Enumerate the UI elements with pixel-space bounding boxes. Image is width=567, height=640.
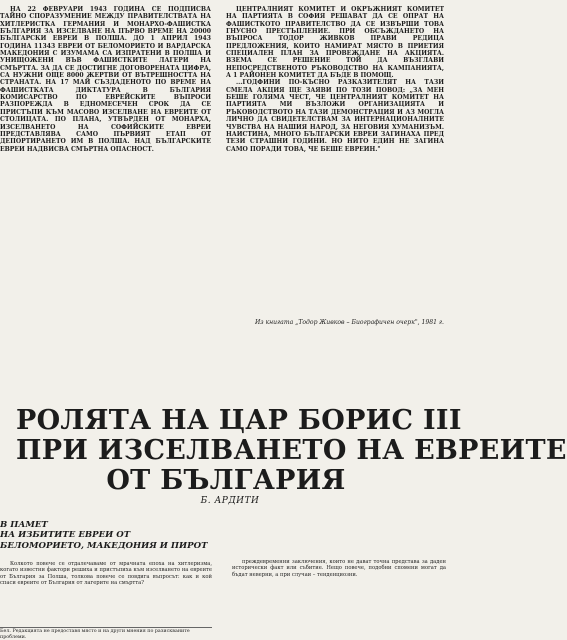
intro-column-left <box>0 6 211 153</box>
article-title <box>16 405 567 496</box>
intro-column-right <box>226 6 444 153</box>
body-column-left <box>0 561 212 586</box>
title-line-2: ПРИ ИЗСЕЛВАНЕТО НА ЕВРЕИТЕ <box>16 435 567 466</box>
quote-source: Из книгата „Тодор Живков – Биографичен очерк", 1981 г. <box>254 319 444 326</box>
intro-paragraph-2: ...ГОДФИНИ ПО-КЪСНО РАЗКАЗИТЕЛЯТ НА ТАЗИ СМЕЛА АКЦИЯ ЩЕ ЗАЯВИ ПО ТОЗИ ПОВОД: „ЗА МЕН БЕШЕ ГОЛЯМА ЧЕСТ, ЧЕ ЦЕНТРАЛНИЯТ КОМИТЕТ НА ПАРТИЯТА МИ ВЪЗЛОЖИ ОРГАНИЗАЦИЯТА И РЪКОВОДСТВОТО НА ТАЗИ ДЕМОНСТРАЦИЯ И АЗ МОГЛА ЛИЧНО ДА СВИДЕТЕЛСТВАМ ЗА ИНТЕРНАЦИОНАЛНИТЕ ЧУВСТВА НА НАШИЯ НАРОД, ЗА НЕГОВИЯ ХУМАНИЗЪМ. НАИСТИНА, МНОГО БЪЛГАРСКИ ЕВРЕИ ЗАГИНАХА ПРЕД ТЕЗИ СТРАШНИ ГОДИНИ. НО НИТО ЕДИН НЕ ЗАГИНА САМО ПОРАДИ ТОВА, ЧЕ БЕШЕ ЕВРЕИН." <box>226 79 444 153</box>
body-paragraph: Колкото повече се отдалечаваме от мрачната епоха на хитлеризма, когато известни фактори решиха и пристъпиха към изселването на евреите от България за Полша, толкова повече се повдига въпросът: как и кой спаси евреите от България от лагерите на смъртта? <box>0 561 212 586</box>
dedication-line-3: БЕЛОМОРИЕТО, МАКЕДОНИЯ И ПИРОТ <box>0 540 208 551</box>
intro-paragraph-1: ЦЕНТРАЛНИЯТ КОМИТЕТ И ОКРЪЖНИЯТ КОМИТЕТ НА ПАРТИЯТА В СОФИЯ РЕШАВАТ ДА СЕ ОПРАТ НА ФАШИСТКОТО ПРАВИТЕЛСТВО ДА СЕ ИЗВЪРШИ ТОВА ГНУСНО ПРЕСТЪПЛЕНИЕ. ПРИ ОБСЪЖДАНЕТО НА ВЪПРОСА ТОДОР ЖИВКОВ ПРАВИ РЕДИЦА ПРЕДЛОЖЕНИЯ, КОИТО НАМИРАТ МЯСТО В ПРИЕТИЯ СПЕЦИАЛЕН ПЛАН ЗА ПРОВЕЖДАНЕ НА АКЦИЯТА. ВЗЕМА СЕ РЕШЕНИЕ ТОЙ ДА ВЪЗГЛАВИ НЕПОСРЕДСТВЕНОТО РЪКОВОДСТВО НА КАМПАНИЯТА, А 1 РАЙОНЕН КОМИТЕТ ДА БЪДЕ В ПОМОЩ. <box>226 6 444 80</box>
dedication-line-2: НА ИЗБИТИТЕ ЕВРЕИ ОТ <box>0 530 131 541</box>
dedication <box>0 520 208 551</box>
dedication-line-1: В ПАМЕТ <box>0 520 48 530</box>
title-line-1: РОЛЯТА НА ЦАР БОРИС III <box>16 405 462 436</box>
body-column-right <box>232 559 446 578</box>
title-line-3: ОТ БЪЛГАРИЯ <box>106 465 346 496</box>
footnote: Бел. Редакцията не предоставя място и на други мнения по разискваните проблеми. <box>0 627 212 640</box>
article-author: Б. АРДИТИ <box>200 496 260 506</box>
intro-paragraph: НА 22 ФЕВРУАРИ 1943 ГОДИНА СЕ ПОДПИСВА ТАЙНО СПОРАЗУМЕНИЕ МЕЖДУ ПРАВИТЕЛСТВАТА НА ХИТЛЕРИСТКА ГЕРМАНИЯ И МОНАРХО-ФАШИСТКА БЪЛГАРИЯ ЗА ИЗСЕЛВАНЕ НА ПЪРВО ВРЕМЕ НА 20000 БЪЛГАРСКИ ЕВРЕИ В ПОЛША. ДО 1 АПРИЛ 1943 ГОДИНА 11343 ЕВРЕИ ОТ БЕЛОМОРИЕТО И ВАРДАРСКА МАКЕДОНИЯ С ИЗУМАМА СА ИЗПРАТЕНИ В ПОЛША И УНИЩОЖЕНИ ВЪВ ФАШИСТКИТЕ ЛАГЕРИ НА СМЪРТТА. ЗА ДА СЕ ДОСТИГНЕ ДОГОВОРЕНАТА ЦИФРА, СА НУЖНИ ОЩЕ 8000 ЖЕРТВИ ОТ ВЪТРЕШНОСТТА НА СТРАНАТА. НА 17 МАЙ СЪЗДАДЕНОТО ПО ВРЕМЕ НА ФАШИСТКАТА ДИКТАТУРА В БЪЛГАРИЯ КОМИСАРСТВО ПО ЕВРЕЙСКИТЕ ВЪПРОСИ РАЗПОРЕЖДА В ЕДНОМЕСЕЧЕН СРОК ДА СЕ ПРИСТЪПИ КЪМ МАСОВО ИЗСЕЛВАНЕ НА ЕВРЕИТЕ ОТ СТОЛИЦАТА. ПО ПЛАНА, УТВЪРДЕН ОТ МОНАРХА, ИЗСЕЛВАНЕТО НА СОФИЙСКИТЕ ЕВРЕИ ПРЕДСТАВЛЯВА САМО ПЪРВИЯТ ЕТАП ОТ ДЕПОРТИРАНЕТО ИМ В ПОЛША. НАД БЪЛГАРСКИТЕ ЕВРЕИ НАДВИСВА СМЪРТНА ОПАСНОСТ. <box>0 6 211 153</box>
body-paragraph: преждевременни заключения, които не дават точна представа за даден исторически факт или събитие. Нещо повече, подобни спомени могат да бъдат неверни, а при случаи – тенденциозни. <box>232 559 446 578</box>
